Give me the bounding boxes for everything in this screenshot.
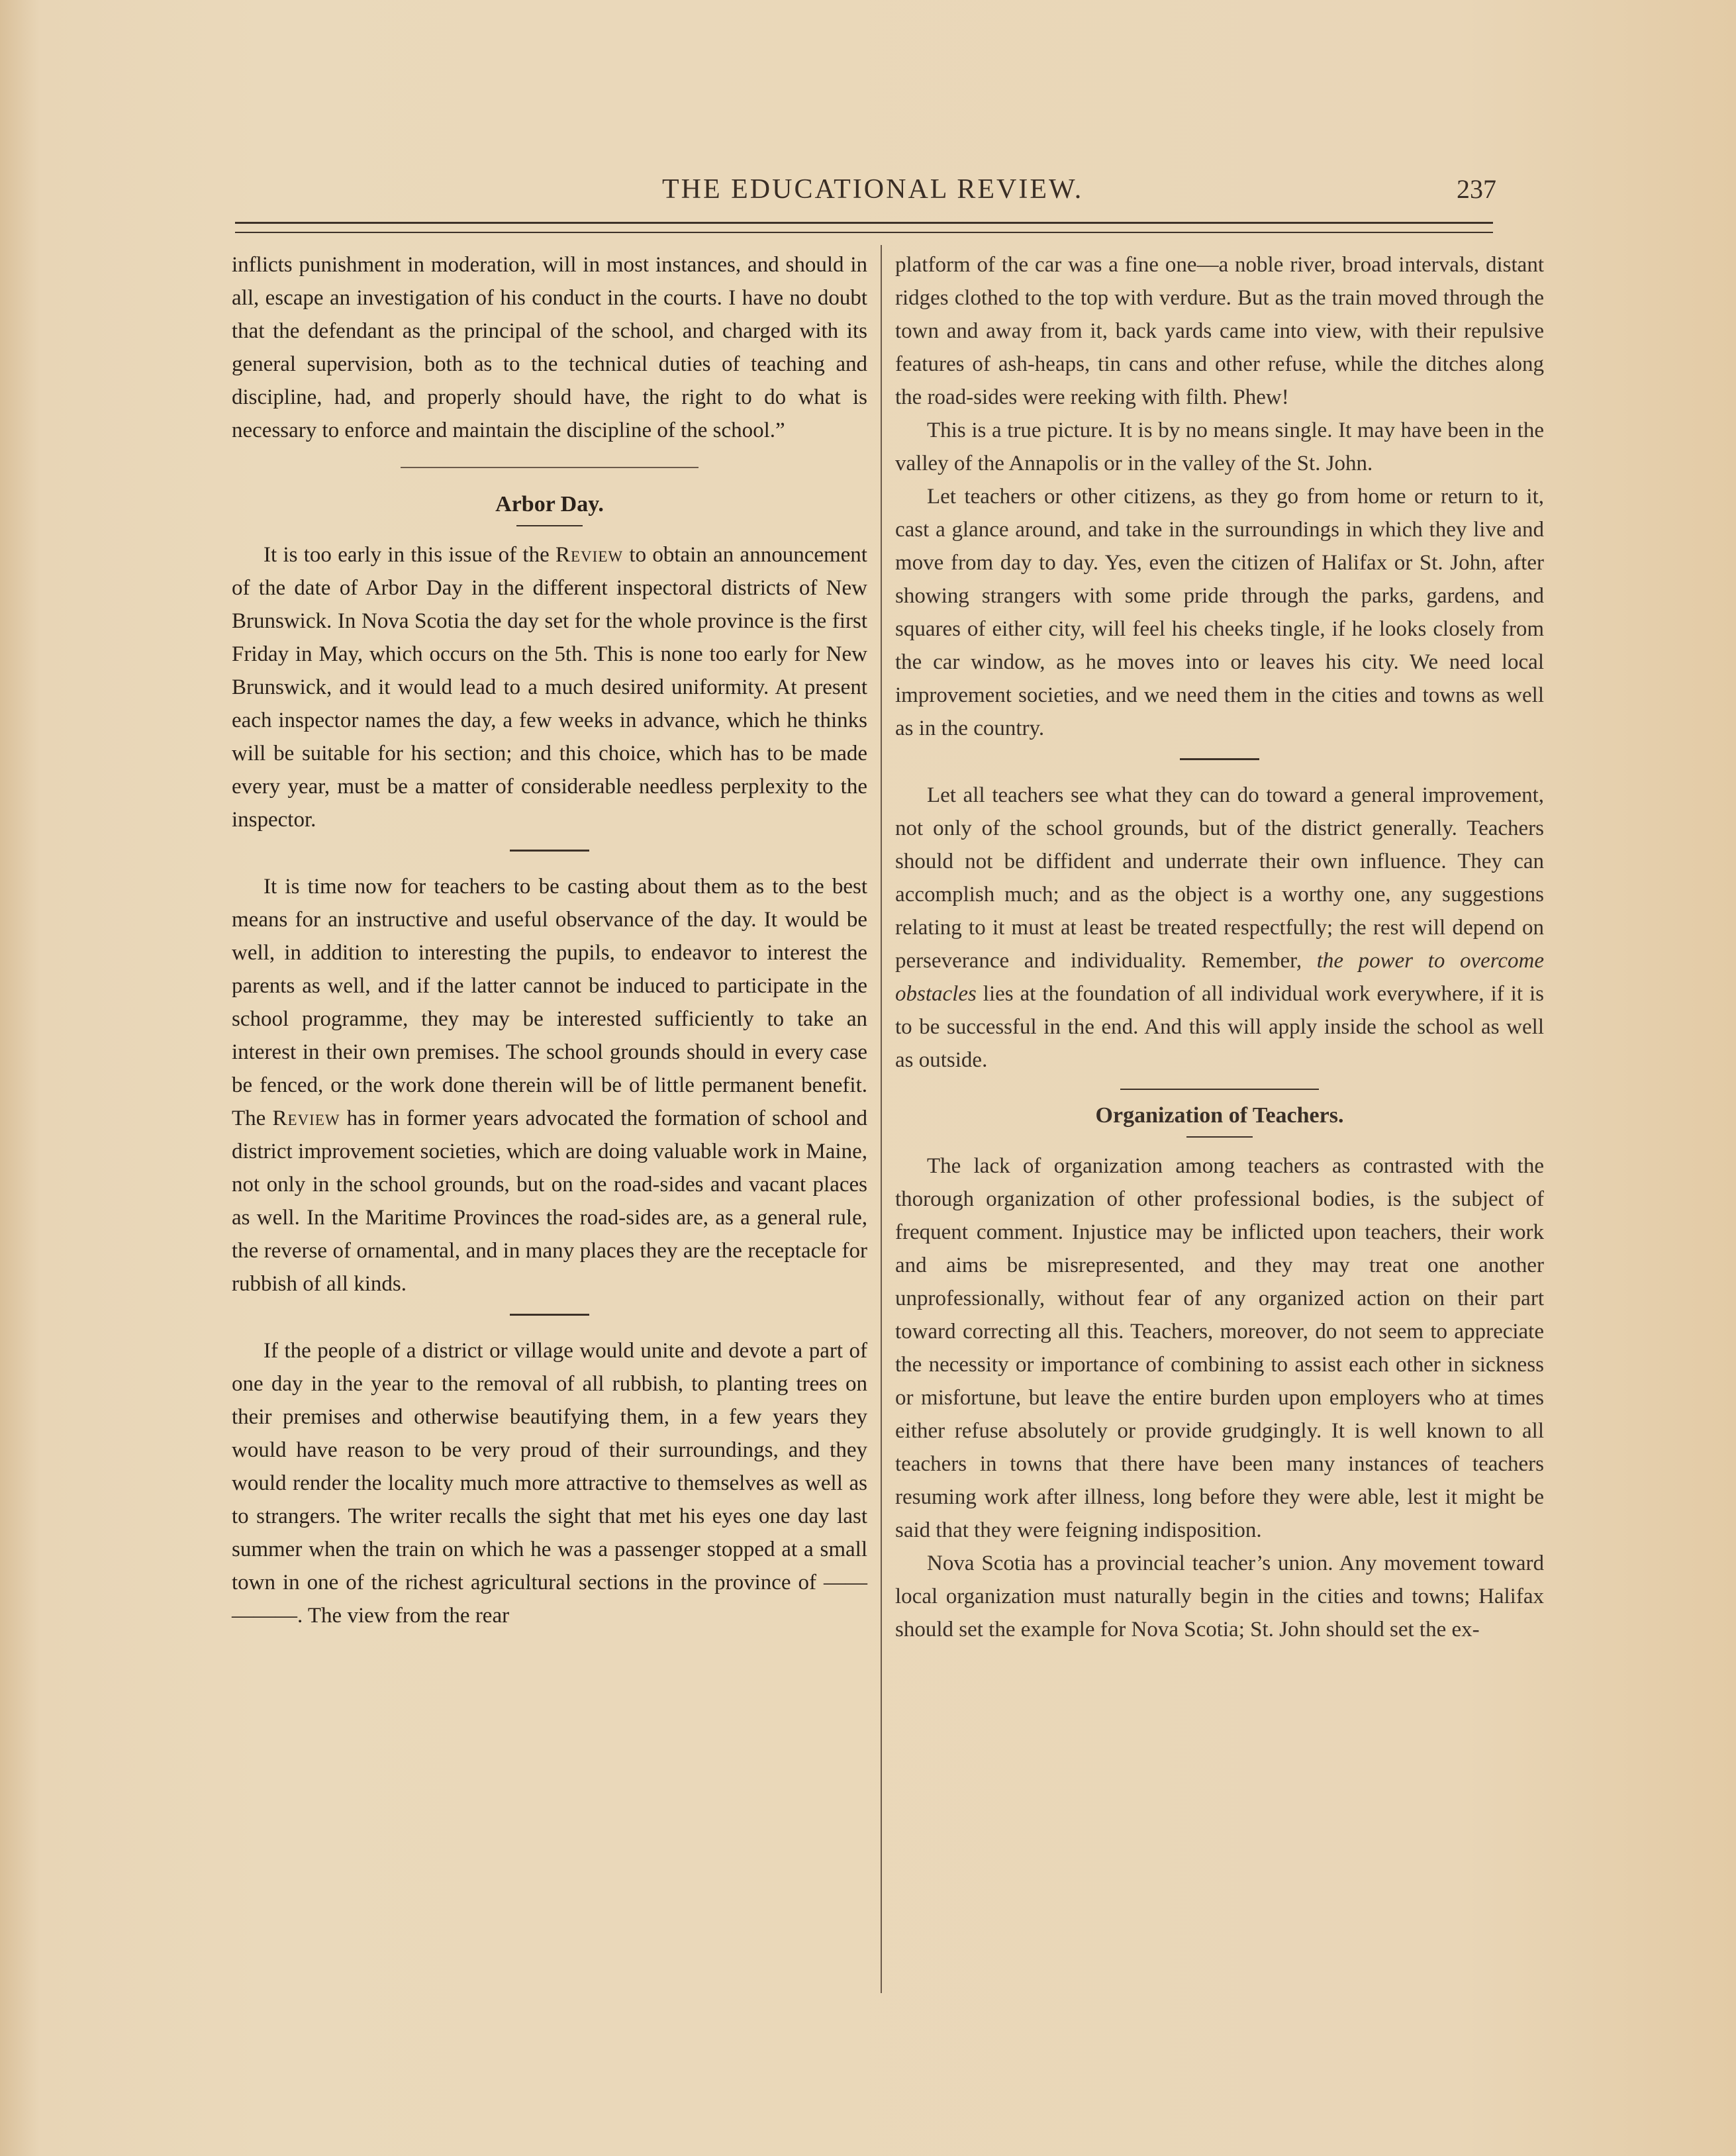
section-rule	[401, 467, 699, 468]
text-run: to obtain an announcement of the date of Arbor Day in the different inspectoral districts of New Brunswick. In Nova Scotia the day set for the whole province is the first Friday in May, which occurs on the 5th. This is none too early for New Brunswick, and it would lead to a much desired uniformity. At present each inspector names the day, a few weeks in advance, which he thinks will be suitable for his section; and this choice, which has to be made every year, must be a matter of considerable needless perplexity to the inspector.	[232, 543, 867, 832]
paragraph-court-ruling: inflicts punishment in moderation, will in most instances, and should in all, escape an investigation of his conduct in the courts. I have no doubt that the defendant as the principal of the school, and charged with its general supervision, both as to the technical duties of teaching and discipline, had, and properly should have, the right to do what is necessary to enforce and maintain the discipline of the school.”	[232, 253, 867, 442]
heading-underline	[1186, 1136, 1253, 1138]
paragraph-village: If the people of a district or village would unite and devote a part of one day in the year to the removal of all rubbish, to planting trees on their premises and otherwise beautifying them, in a few years they would have reason to be very proud of their surroundings, and they would render the locality much more attractive to themselves as well as to strangers. The writer recalls the sight that met his eyes one day last summer when the train on which he was a passenger stopped at a small town in one of the richest agricultural sections in the province of —— ———. The view from the rear	[232, 1339, 867, 1628]
paragraph-nova-scotia: Nova Scotia has a provincial teacher’s union. Any movement toward local organization must naturally begin in the cities and towns; Halifax should set the example for Nova Scotia; St. John should set the ex-	[895, 1551, 1544, 1642]
paragraph-citizens: Let teachers or other citizens, as they go from home or return to it, cast a glance around, and take in the surroundings in which they live and move from day to day. Yes, even the citizen of Halifax or St. John, after showing strangers with some pride through the parks, gardens, and squares of either city, will feel his cheeks tingle, if he looks closely from the car window, as he moves into or leaves his city. We need local improvement societies, and we need them in the cities and towns as well as in the country.	[895, 485, 1544, 740]
section-rule	[1120, 1089, 1319, 1090]
page-header	[225, 173, 1496, 213]
italic-phrase: the power to overcome obstacles	[895, 949, 1544, 1006]
page-number: 237	[1457, 174, 1496, 204]
paragraph-view: platform of the car was a fine one—a noble river, broad intervals, distant ridges clothed to the top with verdure. But as the train moved through the town and away from it, back yards came into view, with their repulsive features of ash-heaps, tin cans and other refuse, while the ditches along the road-sides were reeking with filth. Phew!	[895, 253, 1544, 409]
left-column	[232, 248, 867, 1632]
section-rule	[510, 850, 589, 852]
header-double-rule	[235, 222, 1493, 233]
heading-organization: Organization of Teachers.	[1095, 1103, 1344, 1128]
paragraph-arbor-date	[232, 538, 867, 836]
paragraph-improvement	[895, 779, 1544, 1077]
paragraph-lack-organization: The lack of organization among teachers as contrasted with the thorough organization of other professional bodies, is the subject of frequent comment. Injustice may be inflicted upon teachers, their work and aims be misrepresented, and they may treat one another unprofessionally, without fear of any organized action on their part toward correcting all this. Teachers, moreover, do not seem to appreciate the necessity or importance of combining to assist each other in sickness or misfortune, but leave the entire burden upon employers who at times either refuse absolutely or provide grudgingly. It is well known to all teachers in towns that there have been many instances of teachers resuming work after illness, long before they were able, lest it might be said that they were feigning indisposition.	[895, 1154, 1544, 1542]
review-name: Review	[272, 1106, 340, 1130]
review-name: Review	[555, 543, 624, 567]
right-column	[895, 248, 1544, 1646]
text-run: lies at the foundation of all individual work everywhere, if it is to be successful in the end. And this will apply inside the school as well as outside.	[895, 982, 1544, 1072]
heading-underline	[516, 525, 583, 526]
section-rule	[510, 1314, 589, 1316]
paragraph-true-picture: This is a true picture. It is by no means single. It may have been in the valley of the Annapolis or in the valley of the St. John.	[895, 418, 1544, 475]
paragraph-observance	[232, 870, 867, 1300]
text-run: has in former years advocated the formation of school and district improvement societies, which are doing valuable work in Maine, not only in the school grounds, but on the road-sides and vacant places as well. In the Maritime Provinces the road-sides are, as a general rule, the reverse of ornamental, and in many places they are the receptacle for rubbish of all kinds.	[232, 1106, 867, 1296]
heading-arbor-day: Arbor Day.	[495, 492, 604, 516]
column-divider	[881, 245, 882, 1993]
text-run: It is time now for teachers to be casting about them as to the best means for an instructive and useful observance of the day. It would be well, in addition to interesting the pupils, to endeavor to interest the parents as well, and if the latter cannot be induced to participate in the school programme, they may be interested sufficiently to take an interest in their own premises. The school grounds should in every case be fenced, or the work done therein will be of little permanent benefit. The	[232, 875, 867, 1130]
text-run: Let all teachers see what they can do toward a general improvement, not only of the school grounds, but of the district generally. Teachers should not be diffident and underrate their own influence. They can accomplish much; and as the object is a worthy one, any suggestions relating to it must at least be treated respectfully; the rest will depend on perseverance and individuality. Remember,	[895, 783, 1544, 973]
section-rule	[1180, 758, 1259, 760]
text-run: It is too early in this issue of the	[264, 543, 556, 567]
running-title: THE EDUCATIONAL REVIEW.	[662, 174, 1084, 205]
